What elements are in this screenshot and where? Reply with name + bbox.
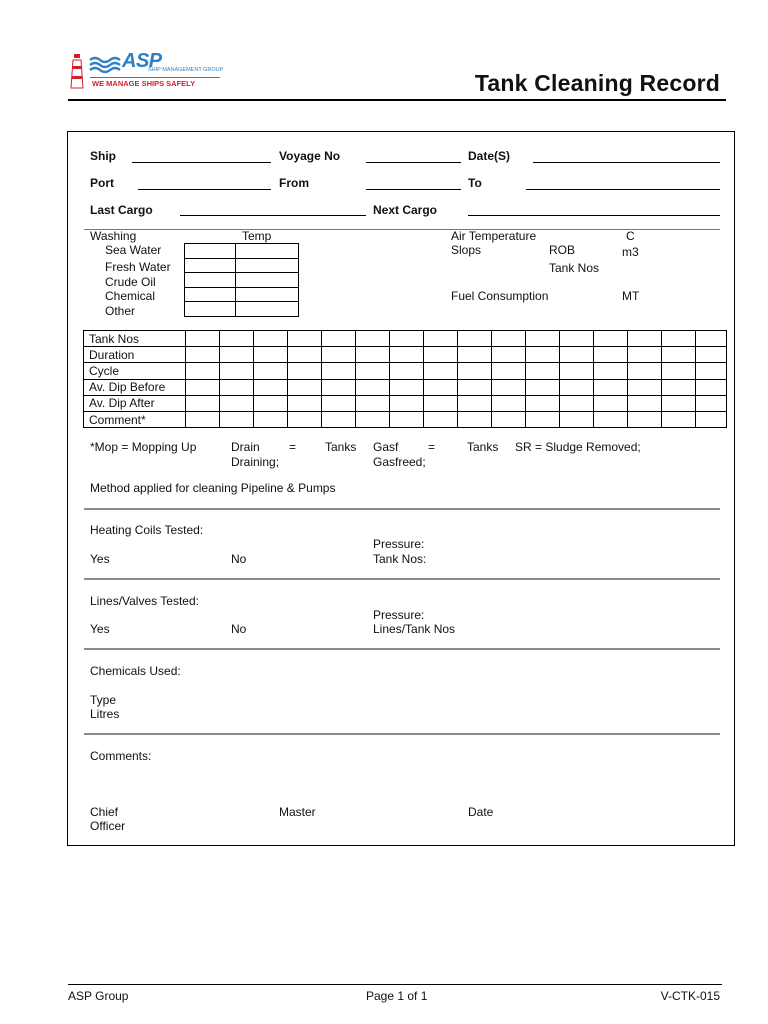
tank-cell[interactable] <box>662 379 696 395</box>
tank-row-label: Cycle <box>84 363 186 379</box>
lines-no[interactable]: No <box>231 622 247 636</box>
tank-cell[interactable] <box>560 379 594 395</box>
tank-cell[interactable] <box>628 411 662 427</box>
ship-field[interactable] <box>132 162 271 163</box>
tank-cell[interactable] <box>628 331 662 347</box>
tank-cell[interactable] <box>662 411 696 427</box>
next-cargo-label: Next Cargo <box>373 203 438 217</box>
slops-label: Slops <box>451 243 482 257</box>
footer-doc-code: V-CTK-015 <box>660 989 720 1003</box>
tank-cell[interactable] <box>322 395 356 411</box>
tank-row-label: Av. Dip After <box>84 395 186 411</box>
footer-divider <box>68 984 722 985</box>
tank-cell[interactable] <box>458 331 492 347</box>
lines-label: Lines/Valves Tested: <box>90 594 199 608</box>
tank-cell[interactable] <box>356 379 390 395</box>
section-divider <box>84 733 720 735</box>
temp-cell[interactable] <box>236 287 299 302</box>
tank-cell[interactable] <box>526 379 560 395</box>
tank-cell[interactable] <box>288 363 322 379</box>
page-title: Tank Cleaning Record <box>474 70 720 96</box>
tank-cell[interactable] <box>390 347 424 363</box>
tank-cell[interactable] <box>594 331 628 347</box>
lines-pressure: Pressure: <box>373 608 425 622</box>
tank-cell[interactable] <box>696 395 727 411</box>
tank-cell[interactable] <box>288 331 322 347</box>
tank-cell[interactable] <box>186 395 220 411</box>
signature-master: Master <box>279 805 316 819</box>
temp-label: Temp <box>242 229 272 243</box>
tank-cell[interactable] <box>322 363 356 379</box>
legend-drain: Drain <box>231 440 260 454</box>
tank-cell[interactable] <box>220 395 254 411</box>
tank-cell[interactable] <box>424 411 458 427</box>
tank-cell[interactable] <box>254 347 288 363</box>
signature-chief: Chief <box>90 805 119 819</box>
tank-cell[interactable] <box>594 411 628 427</box>
tank-table-row <box>84 395 727 411</box>
tank-cell[interactable] <box>186 363 220 379</box>
washing-label: Washing <box>90 229 137 243</box>
fuel-unit: MT <box>622 289 640 303</box>
tank-cell[interactable] <box>356 347 390 363</box>
lines-tank-nos: Lines/Tank Nos <box>373 622 456 636</box>
tank-cell[interactable] <box>526 347 560 363</box>
tank-cell[interactable] <box>662 363 696 379</box>
dates-field[interactable] <box>533 162 720 163</box>
tank-cell[interactable] <box>356 363 390 379</box>
heating-pressure: Pressure: <box>373 537 425 551</box>
to-field[interactable] <box>526 189 720 190</box>
tank-cell[interactable] <box>424 379 458 395</box>
tank-cell[interactable] <box>594 395 628 411</box>
heating-tank-nos: Tank Nos: <box>373 552 427 566</box>
tank-row-label: Av. Dip Before <box>84 379 186 395</box>
tank-cell[interactable] <box>594 379 628 395</box>
tank-cell[interactable] <box>526 363 560 379</box>
chemicals-litres: Litres <box>90 707 120 721</box>
air-temperature-unit: C <box>626 229 635 243</box>
washing-cell[interactable] <box>185 302 236 317</box>
legend-equals: = <box>289 440 297 454</box>
tank-cell[interactable] <box>322 411 356 427</box>
tank-cell[interactable] <box>220 379 254 395</box>
tank-cell[interactable] <box>254 331 288 347</box>
tank-row-label: Tank Nos <box>84 331 186 347</box>
washing-cell[interactable] <box>185 273 236 288</box>
tank-cell[interactable] <box>288 347 322 363</box>
temp-cell[interactable] <box>236 258 299 273</box>
rob-unit: m3 <box>622 245 639 259</box>
tank-cell[interactable] <box>526 395 560 411</box>
logo-group: SHIP MANAGEMENT GROUP <box>148 67 224 73</box>
tank-cell[interactable] <box>390 331 424 347</box>
tank-table-row <box>84 347 727 363</box>
tank-cell[interactable] <box>696 411 727 427</box>
tank-cell[interactable] <box>322 347 356 363</box>
temp-cell[interactable] <box>236 302 299 317</box>
tank-cell[interactable] <box>560 411 594 427</box>
section-divider <box>84 578 720 580</box>
method-label: Method applied for cleaning Pipeline & Pumps <box>90 481 336 495</box>
section-divider <box>84 508 720 510</box>
dates-label: Date(S) <box>468 149 511 163</box>
next-cargo-field[interactable] <box>468 215 720 216</box>
legend-sludge: SR = Sludge Removed; <box>515 440 641 454</box>
last-cargo-label: Last Cargo <box>90 203 153 217</box>
tank-cell[interactable] <box>560 331 594 347</box>
tank-nos-label: Tank Nos <box>549 261 600 275</box>
tank-cell[interactable] <box>696 347 727 363</box>
tank-cell[interactable] <box>492 379 526 395</box>
signature-date: Date <box>468 805 494 819</box>
tank-cell[interactable] <box>390 363 424 379</box>
tank-cell[interactable] <box>458 347 492 363</box>
tank-cell[interactable] <box>560 363 594 379</box>
tank-table-row <box>84 379 727 395</box>
tank-cell[interactable] <box>356 331 390 347</box>
temp-cell[interactable] <box>236 244 299 259</box>
temp-cell[interactable] <box>236 273 299 288</box>
port-label: Port <box>90 176 114 190</box>
tank-cell[interactable] <box>254 395 288 411</box>
tank-cell[interactable] <box>492 347 526 363</box>
tank-cell[interactable] <box>492 411 526 427</box>
legend-equals: = <box>428 440 436 454</box>
legend-gasf: Gasf <box>373 440 399 454</box>
air-temperature-label: Air Temperature <box>451 229 537 243</box>
tank-cell[interactable] <box>186 331 220 347</box>
tank-table <box>83 330 727 428</box>
tank-row-label: Duration <box>84 347 186 363</box>
tank-cell[interactable] <box>220 363 254 379</box>
chemicals-type: Type <box>90 693 117 707</box>
tank-cell[interactable] <box>628 379 662 395</box>
washing-cell[interactable] <box>185 244 236 259</box>
to-label: To <box>468 176 482 190</box>
washing-cell[interactable] <box>185 258 236 273</box>
tank-cell[interactable] <box>526 411 560 427</box>
tank-cell[interactable] <box>322 379 356 395</box>
tank-cell[interactable] <box>356 395 390 411</box>
tank-cell[interactable] <box>662 395 696 411</box>
legend-gasfreed: Gasfreed; <box>373 455 426 469</box>
tank-cell[interactable] <box>628 347 662 363</box>
tank-cell[interactable] <box>458 379 492 395</box>
voyage-field[interactable] <box>366 162 461 163</box>
tank-cell[interactable] <box>288 395 322 411</box>
tank-cell[interactable] <box>254 411 288 427</box>
tank-cell[interactable] <box>390 379 424 395</box>
tank-cell[interactable] <box>492 363 526 379</box>
ship-label: Ship <box>90 149 116 163</box>
tank-cell[interactable] <box>220 411 254 427</box>
tank-cell[interactable] <box>662 347 696 363</box>
tank-cell[interactable] <box>186 347 220 363</box>
heating-label: Heating Coils Tested: <box>90 523 204 537</box>
tank-cell[interactable] <box>628 395 662 411</box>
from-field[interactable] <box>366 189 461 190</box>
rob-label: ROB <box>549 243 576 257</box>
washing-item: Fresh Water <box>105 260 171 274</box>
tank-table-row <box>84 331 727 347</box>
tank-cell[interactable] <box>628 363 662 379</box>
heating-no[interactable]: No <box>231 552 247 566</box>
section-divider <box>84 229 720 230</box>
signature-officer: Officer <box>90 819 126 833</box>
company-logo <box>68 48 228 92</box>
lines-yes[interactable]: Yes <box>90 622 110 636</box>
legend-tanks: Tanks <box>467 440 499 454</box>
legend-mop: *Mop = Mopping Up <box>90 440 197 454</box>
tank-cell[interactable] <box>696 363 727 379</box>
voyage-label: Voyage No <box>279 149 341 163</box>
tank-row-label: Comment* <box>84 411 186 427</box>
footer-company: ASP Group <box>68 989 129 1003</box>
port-field[interactable] <box>138 189 271 190</box>
comments-label: Comments: <box>90 749 152 763</box>
last-cargo-field[interactable] <box>180 215 366 216</box>
tank-cell[interactable] <box>424 363 458 379</box>
tank-cell[interactable] <box>288 379 322 395</box>
tank-cell[interactable] <box>390 411 424 427</box>
tank-cell[interactable] <box>594 363 628 379</box>
tank-cell[interactable] <box>390 395 424 411</box>
tank-cell[interactable] <box>424 395 458 411</box>
tank-cell[interactable] <box>322 331 356 347</box>
tank-table-row <box>84 411 727 427</box>
washing-item: Other <box>105 304 136 318</box>
heating-yes[interactable]: Yes <box>90 552 110 566</box>
tank-cell[interactable] <box>560 347 594 363</box>
tank-cell[interactable] <box>254 379 288 395</box>
tank-cell[interactable] <box>458 363 492 379</box>
tank-cell[interactable] <box>662 331 696 347</box>
tank-table-row <box>84 363 727 379</box>
tank-cell[interactable] <box>186 379 220 395</box>
washing-item: Sea Water <box>105 243 162 257</box>
washing-cell[interactable] <box>185 287 236 302</box>
fuel-consumption-label: Fuel Consumption <box>451 289 549 303</box>
tank-cell[interactable] <box>492 331 526 347</box>
tank-cell[interactable] <box>356 411 390 427</box>
tank-cell[interactable] <box>288 411 322 427</box>
tank-cell[interactable] <box>254 363 288 379</box>
tank-cell[interactable] <box>220 331 254 347</box>
tank-cell[interactable] <box>424 331 458 347</box>
tank-cell[interactable] <box>458 411 492 427</box>
washing-grid <box>184 243 299 317</box>
tank-cell[interactable] <box>696 379 727 395</box>
tank-cell[interactable] <box>696 331 727 347</box>
tank-cell[interactable] <box>526 331 560 347</box>
section-divider <box>84 648 720 650</box>
washing-item: Chemical <box>105 289 156 303</box>
tank-cell[interactable] <box>186 411 220 427</box>
tank-cell[interactable] <box>424 347 458 363</box>
from-label: From <box>279 176 309 190</box>
tank-cell[interactable] <box>594 347 628 363</box>
footer-page: Page 1 of 1 <box>366 989 428 1003</box>
logo-brand: ASP <box>122 50 162 72</box>
tank-cell[interactable] <box>458 395 492 411</box>
washing-item: Crude Oil <box>105 275 156 289</box>
title-divider <box>68 99 726 101</box>
legend-tanks: Tanks <box>325 440 357 454</box>
logo-tagline: WE MANAGE SHIPS SAFELY <box>92 79 196 88</box>
tank-cell[interactable] <box>492 395 526 411</box>
legend-draining: Draining; <box>231 455 280 469</box>
tank-cell[interactable] <box>560 395 594 411</box>
chemicals-label: Chemicals Used: <box>90 664 181 678</box>
tank-cell[interactable] <box>220 347 254 363</box>
